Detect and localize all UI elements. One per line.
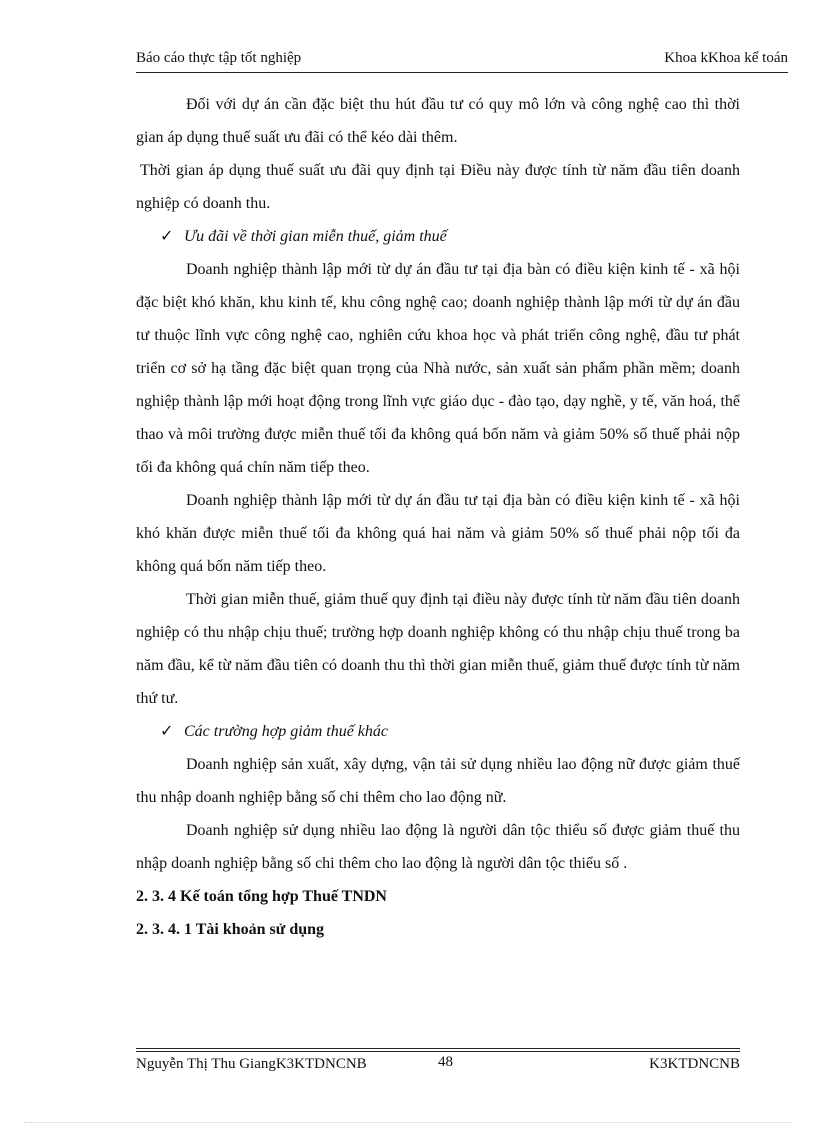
page-number: 48 xyxy=(438,1054,453,1070)
paragraph-2: Thời gian áp dụng thuế suất ưu đãi quy định tại Điều này được tính từ năm đầu tiên doanh nghiệp có doanh thu. xyxy=(136,162,740,212)
paragraph-7: Doanh nghiệp sử dụng nhiều lao động là người dân tộc thiểu số được giảm thuế thu nhập doanh nghiệp bằng số chi thêm cho lao động là người dân tộc thiểu số . xyxy=(136,822,740,872)
header-faculty: Khoa kKhoa kế toán xyxy=(664,50,788,66)
checkmark-icon: ✓ xyxy=(160,228,174,245)
bullet-item-2 xyxy=(136,715,740,748)
section-heading-2-3-4: 2. 3. 4 Kế toán tổng hợp Thuế TNDN xyxy=(136,888,387,905)
paragraph-4: Doanh nghiệp thành lập mới từ dự án đầu tư tại địa bàn có điều kiện kinh tế - xã hội khó khăn được miễn thuế tối đa không quá hai năm và giảm 50% số thuế phải nộp tối đa không quá bốn năm tiếp theo. xyxy=(136,492,740,575)
paragraph-6: Doanh nghiệp sản xuất, xây dựng, vận tải sử dụng nhiều lao động nữ được giảm thuế thu nhập doanh nghiệp bằng số chi thêm cho lao động nữ. xyxy=(136,756,740,806)
section-heading-2-3-4-1: 2. 3. 4. 1 Tài khoản sử dụng xyxy=(136,921,325,938)
bullet-item-1 xyxy=(136,220,740,253)
footer-divider-double xyxy=(136,1051,740,1052)
paragraph-1: Đối với dự án cần đặc biệt thu hút đầu tư có quy mô lớn và công nghệ cao thì thời gian áp dụng thuế suất ưu đãi có thể kéo dài thêm. xyxy=(136,96,740,146)
bullet-item-2-text: Các trường hợp giảm thuế khác xyxy=(184,723,388,740)
footer-class: K3KTDNCNB xyxy=(649,1056,740,1072)
checkmark-icon: ✓ xyxy=(160,723,174,740)
footer-divider xyxy=(136,1048,740,1049)
document-body xyxy=(136,88,740,946)
header-report-title: Báo cáo thực tập tốt nghiệp xyxy=(136,50,302,66)
page-header xyxy=(136,48,788,73)
paragraph-3: Doanh nghiệp thành lập mới từ dự án đầu tư tại địa bàn có điều kiện kinh tế - xã hội đặc biệt khó khăn, khu kinh tế, khu công nghệ cao; doanh nghiệp thành lập mới từ dự án đầu tư thuộc lĩnh vực công nghệ cao, nghiên cứu khoa học và phát triển công nghệ, đầu tư phát triển cơ sở hạ tầng đặc biệt quan trọng của Nhà nước, sản xuất sản phẩm phần mềm; doanh nghiệp thành lập mới hoạt động trong lĩnh vực giáo dục - đào tạo, dạy nghề, y tế, văn hoá, thể thao và môi trường được miễn thuế tối đa không quá bốn năm và giảm 50% số thuế phải nộp tối đa không quá chín năm tiếp theo. xyxy=(136,261,740,476)
paragraph-5: Thời gian miễn thuế, giảm thuế quy định tại điều này được tính từ năm đầu tiên doanh nghiệp có thu nhập chịu thuế; trường hợp doanh nghiệp không có thu nhập chịu thuế trong ba năm đầu, kể từ năm đầu tiên có doanh thu thì thời gian miễn thuế, giảm thuế được tính từ năm thứ tư. xyxy=(136,591,740,707)
page-footer xyxy=(136,1054,740,1078)
footer-author: Nguyễn Thị Thu GiangK3KTDNCNB xyxy=(136,1056,367,1072)
bullet-item-1-text: Ưu đãi về thời gian miễn thuế, giảm thuế xyxy=(184,228,447,245)
